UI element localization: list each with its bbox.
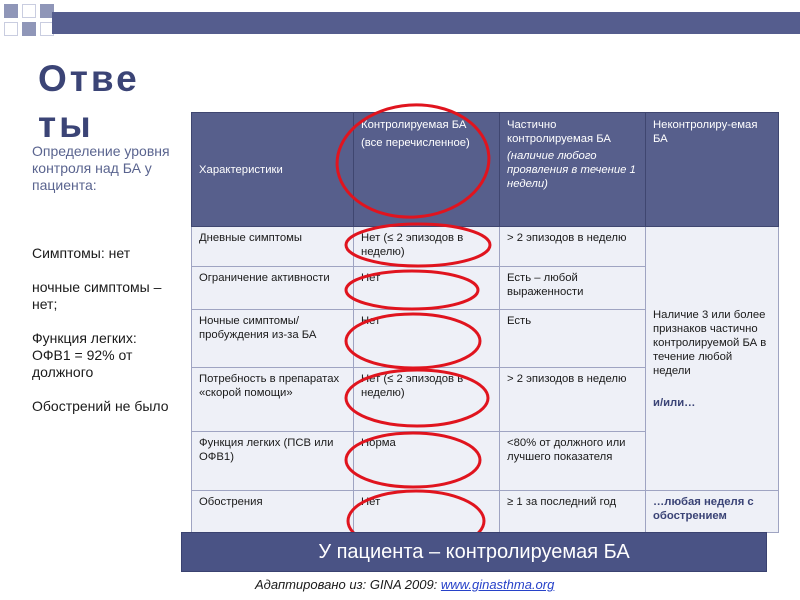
cell-characteristic: Ночные симптомы/ пробуждения из-за БА	[192, 310, 354, 368]
header-uncontrolled: Неконтролиру-емая БА	[646, 113, 779, 227]
cell-partial: > 2 эпизодов в неделю	[500, 227, 646, 267]
note-night-symptoms: ночные симптомы – нет;	[32, 279, 162, 312]
cell-partial: Есть – любой выраженности	[500, 267, 646, 310]
cell-uncontrolled-exacerbation: …любая неделя с обострением	[646, 491, 779, 533]
source-citation: Адаптировано из: GINA 2009: www.ginasthma.org	[255, 577, 555, 592]
header-characteristics: Характеристики	[192, 113, 354, 227]
asthma-control-table	[191, 112, 779, 533]
cell-characteristic: Функция легких (ПСВ или ОФВ1)	[192, 432, 354, 491]
cell-partial: > 2 эпизодов в неделю	[500, 368, 646, 432]
cell-controlled: Нет	[354, 267, 500, 310]
cell-controlled: Нет (≤ 2 эпизодов в неделю)	[354, 227, 500, 267]
conclusion-banner: У пациента – контролируемая БА	[181, 532, 767, 572]
table-row	[192, 227, 779, 267]
subtitle: Определение уровня контроля над БА у пациента:	[32, 143, 170, 193]
cell-controlled: Нет	[354, 491, 500, 533]
cell-controlled: Норма	[354, 432, 500, 491]
header-partial: Частично контролируемая БА (наличие любого проявления в течение 1 недели)	[500, 113, 646, 227]
note-symptoms: Симптомы: нет	[32, 245, 131, 261]
note-exacerbations: Обострений не было	[32, 398, 169, 414]
cell-partial: ≥ 1 за последний год	[500, 491, 646, 533]
note-lung-function: Функция легких: ОФВ1 = 92% от должного	[32, 330, 137, 380]
patient-notes	[32, 245, 174, 432]
slide-title: Отве ты	[38, 58, 140, 145]
cell-controlled: Нет (≤ 2 эпизодов в неделю)	[354, 368, 500, 432]
cell-characteristic: Дневные симптомы	[192, 227, 354, 267]
cell-uncontrolled-criteria: Наличие 3 или более признаков частично контролируемой БА в течение любой недели и/или…	[646, 227, 779, 491]
header-bar	[52, 12, 800, 34]
cell-partial: <80% от должного или лучшего показателя	[500, 432, 646, 491]
source-link[interactable]: www.ginasthma.org	[440, 577, 555, 592]
table-row	[192, 491, 779, 533]
cell-controlled: Нет	[354, 310, 500, 368]
cell-partial: Есть	[500, 310, 646, 368]
cell-characteristic: Ограничение активности	[192, 267, 354, 310]
header-controlled: Контролируемая БА (все перечисленное)	[354, 113, 500, 227]
cell-characteristic: Потребность в препаратах «скорой помощи»	[192, 368, 354, 432]
cell-characteristic: Обострения	[192, 491, 354, 533]
